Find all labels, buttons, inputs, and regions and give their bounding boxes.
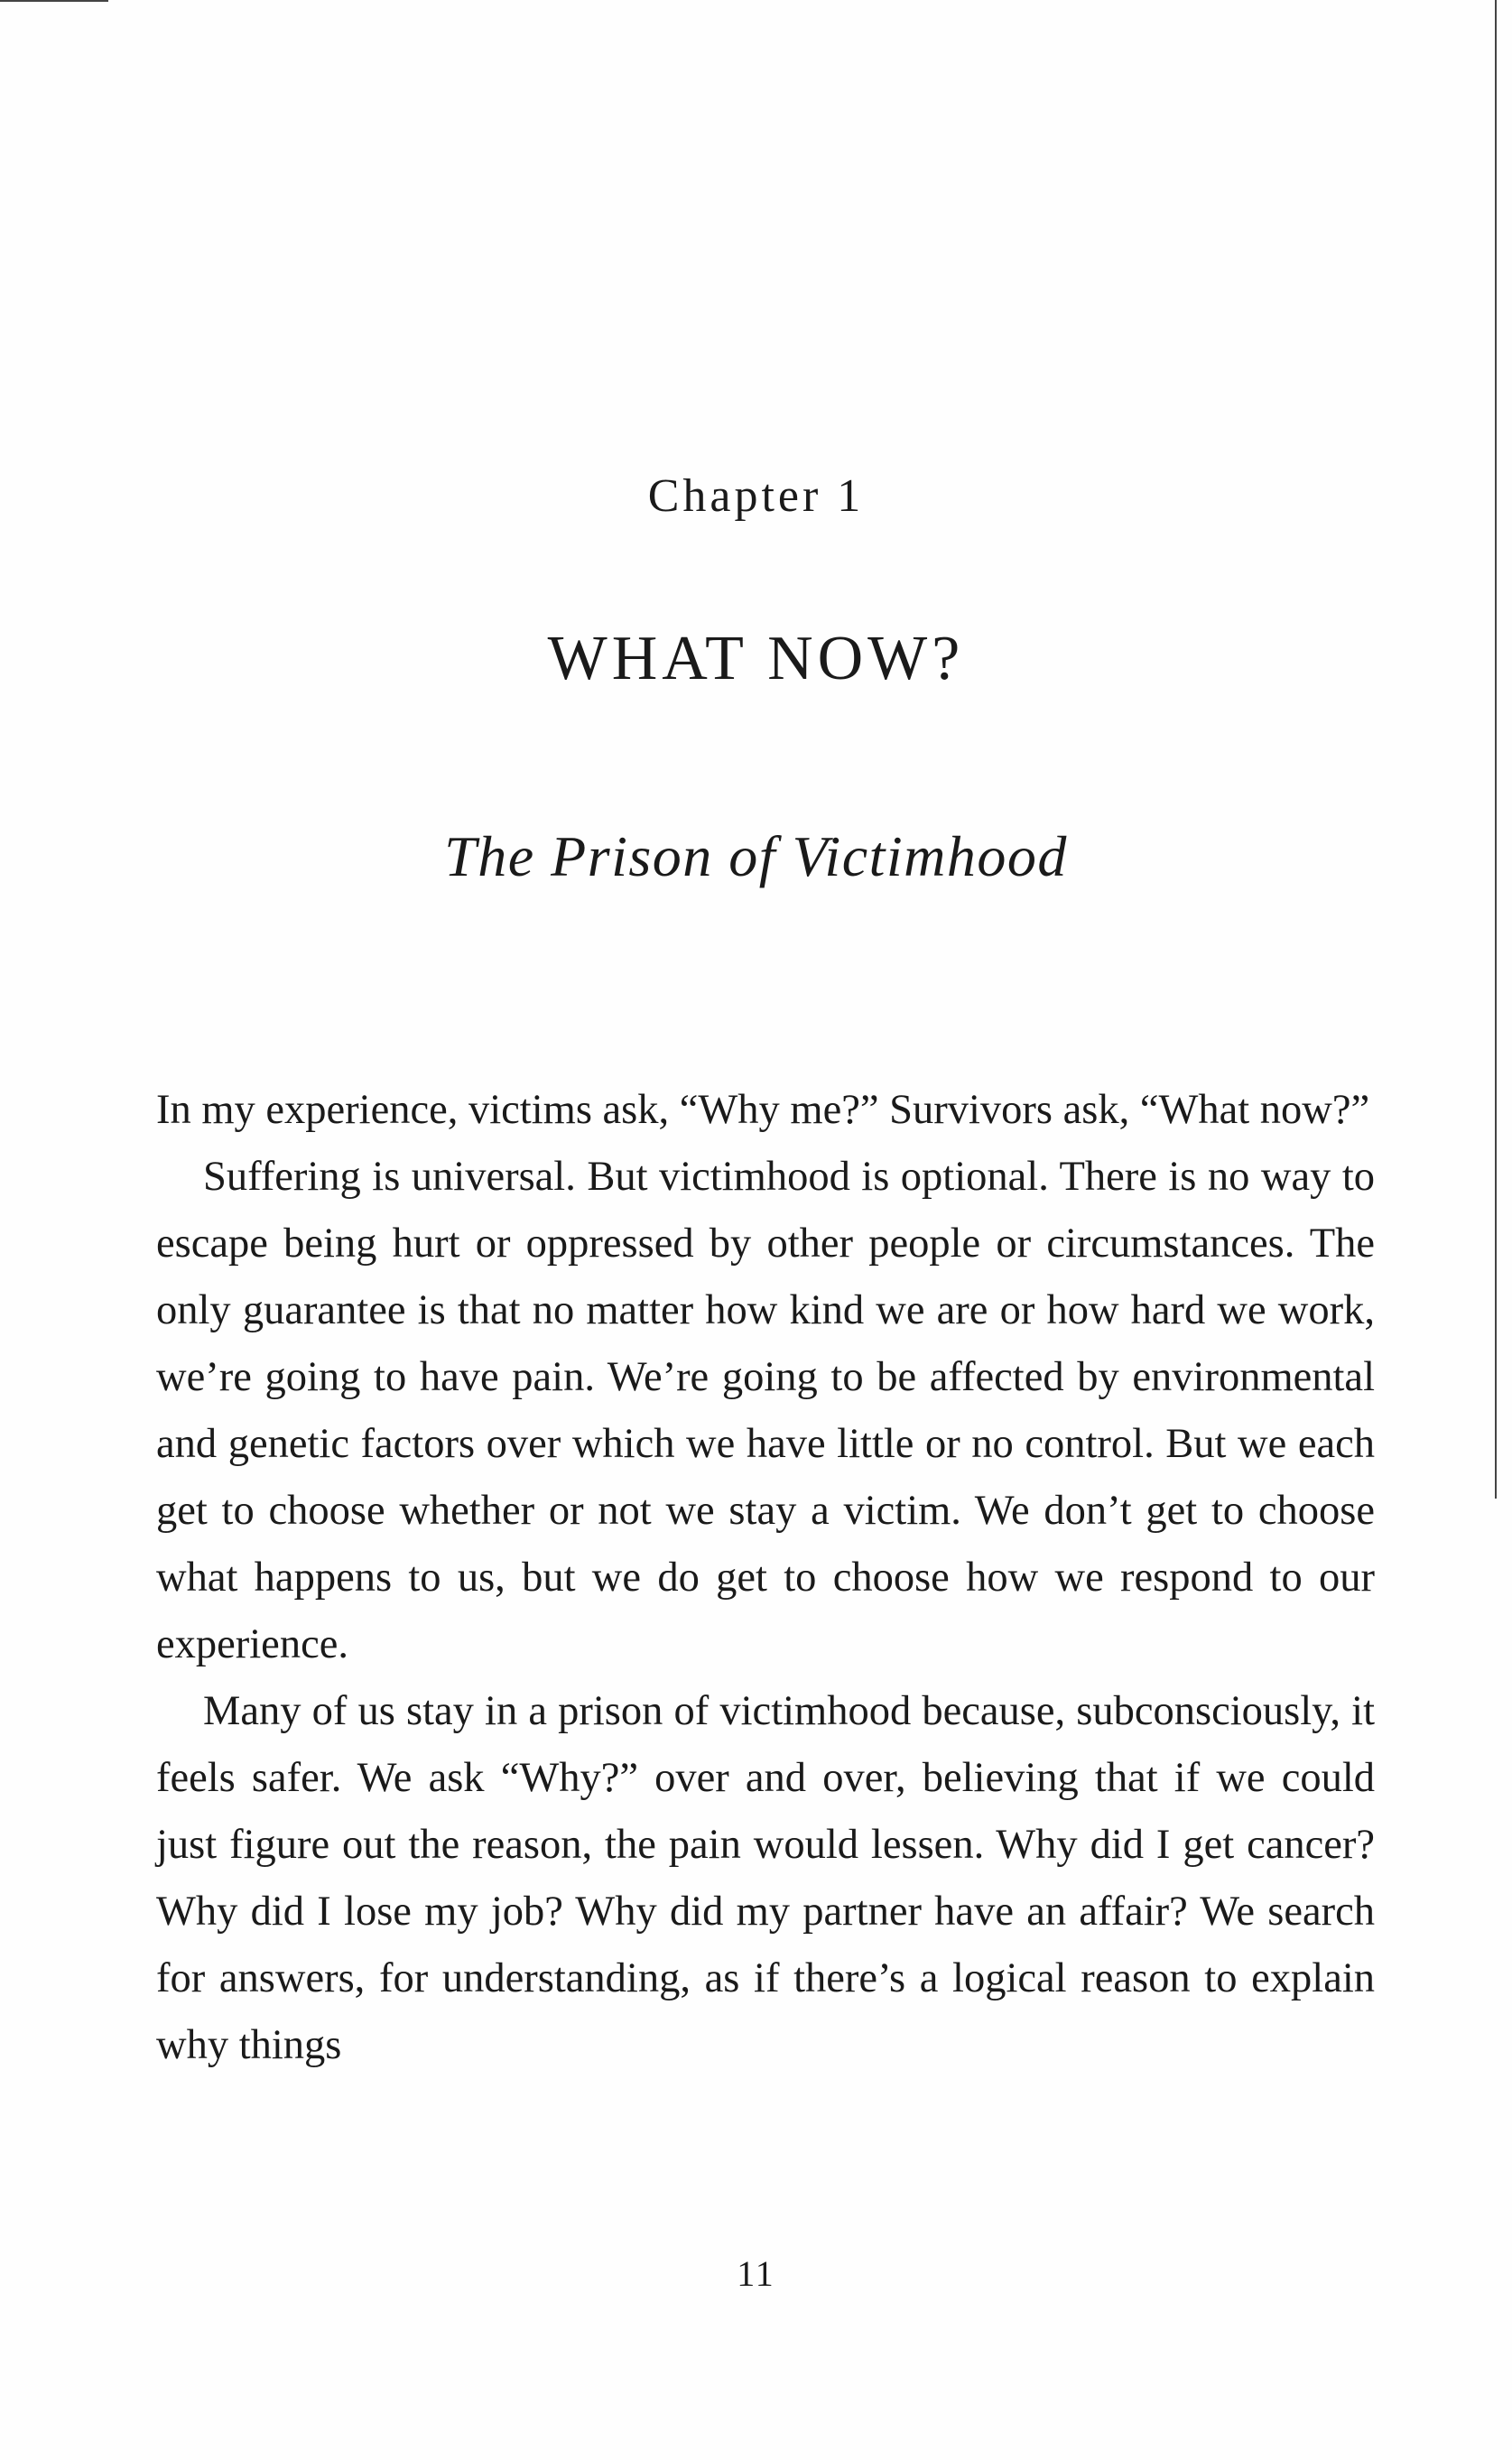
scan-edge-right: [1495, 0, 1497, 1499]
chapter-title: WHAT NOW?: [547, 624, 965, 693]
scan-edge-top: [0, 0, 108, 2]
paragraph-2: Suffering is universal. But victimhood is optional. There is no way to escape being hurt or oppressed by other people or circumstances. The only guarantee is that no matter how kind we are or how hard we work, we’re going to have pain. We’re going to be affected by environmental and genetic factors over which we have little or no control. But we each get to choose whether or not we stay a victim. We don’t get to choose what happens to us, but we do get to choose how we respond to our experience.: [156, 1154, 1375, 1667]
chapter-label: Chapter 1: [647, 470, 865, 522]
body-text: [156, 1077, 1375, 2079]
paragraph-3: Many of us stay in a prison of victimhood because, subconsciously, it feels safer. We ask “Why?” over and over, believing that if we could just figure out the reason, the pain would lessen. Why did I get cancer? Why did I lose my job? Why did my partner have an affair? We search for answers, for understanding, as if there’s a logical reason to explain why things: [156, 1688, 1375, 2068]
paragraph-1: In my experience, victims ask, “Why me?” Survivors ask, “What now?”: [156, 1087, 1370, 1133]
section-title: The Prison of Victimhood: [444, 824, 1068, 888]
page-number: 11: [737, 2253, 775, 2294]
